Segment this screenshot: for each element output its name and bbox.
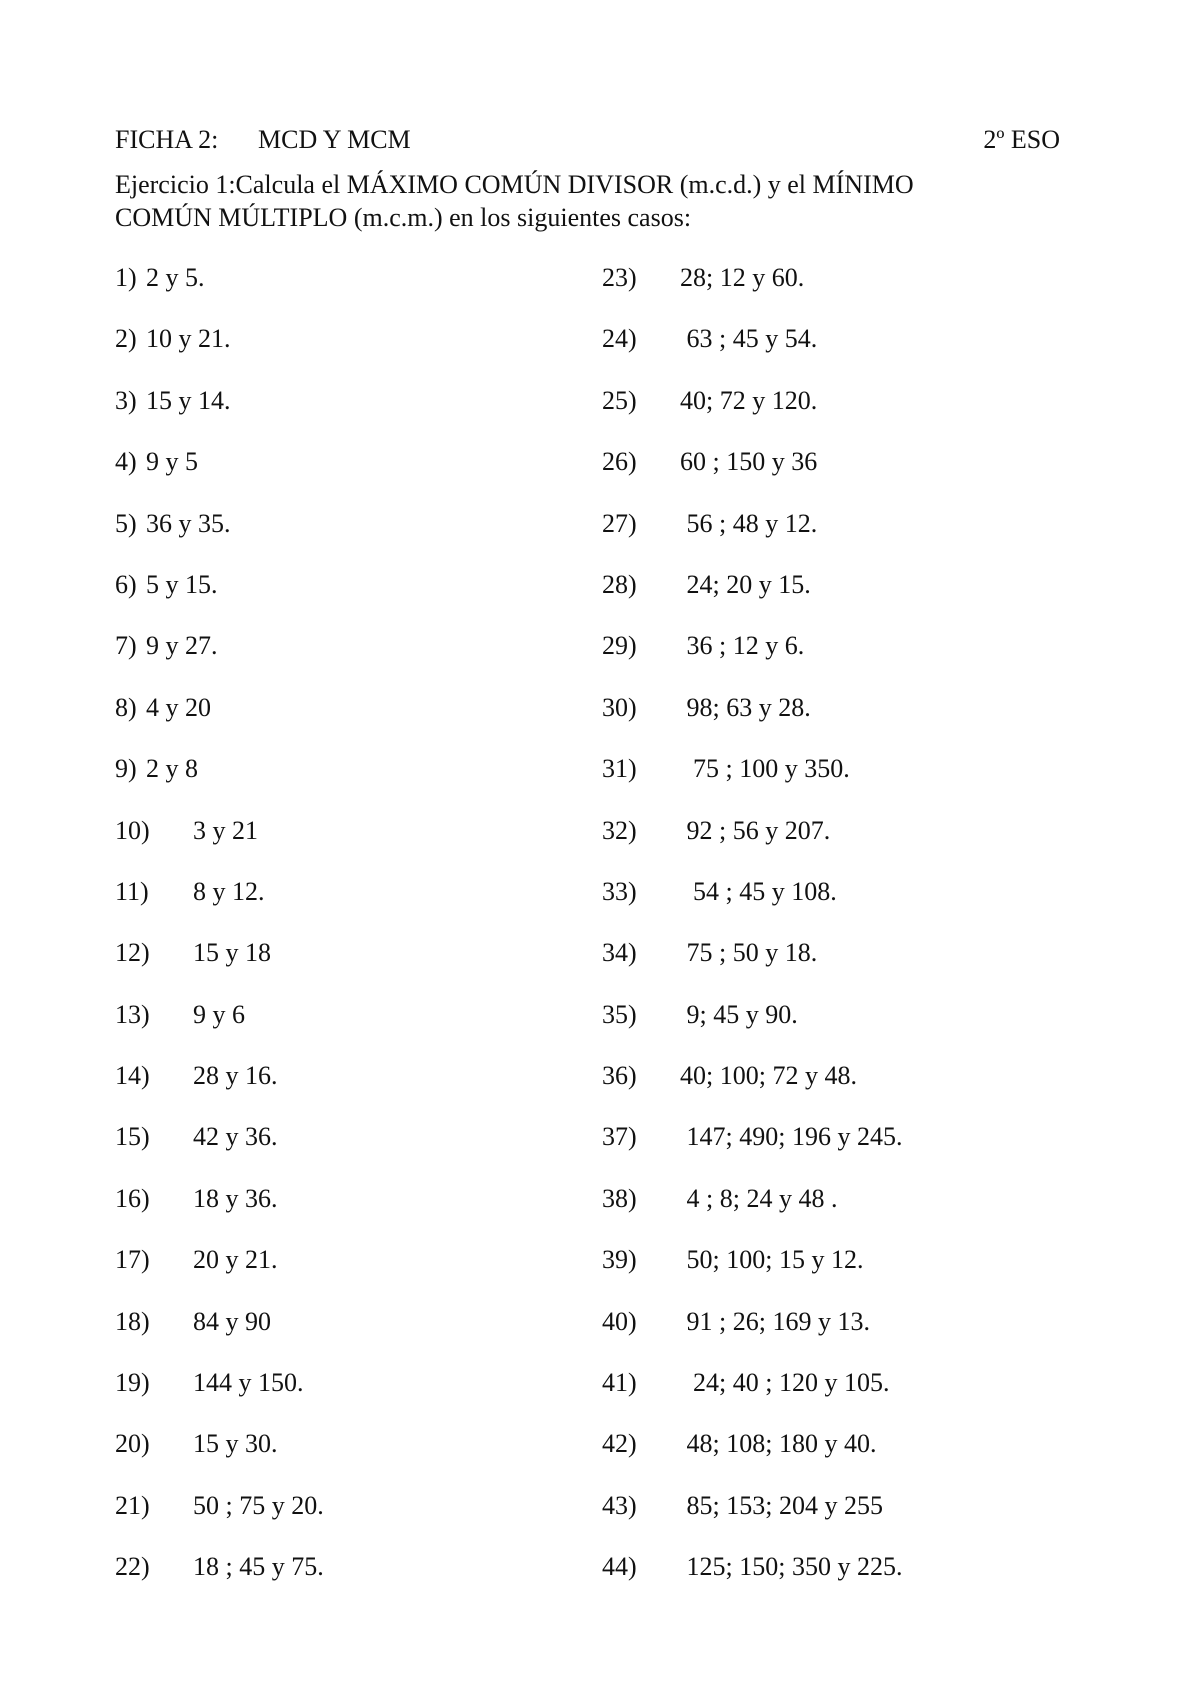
exercise-number: 10) — [115, 815, 150, 845]
exercise-item — [115, 1244, 595, 1305]
exercise-numbers: 144 y 150. — [193, 1368, 304, 1398]
exercise-item — [115, 1060, 595, 1121]
exercise-item — [602, 630, 1122, 691]
exercise-number: 22) — [115, 1552, 150, 1582]
exercise-list-left — [115, 262, 595, 1613]
exercise-number: 35) — [602, 999, 637, 1029]
exercise-item — [602, 1551, 1122, 1612]
exercise-number: 29) — [602, 631, 637, 661]
exercise-item — [115, 1367, 595, 1428]
exercise-number: 20) — [115, 1429, 150, 1459]
exercise-number: 8) — [115, 692, 137, 722]
exercise-number: 3) — [115, 385, 137, 415]
exercise-number: 36) — [602, 1061, 637, 1091]
exercise-item — [115, 508, 595, 569]
exercise-number: 33) — [602, 876, 637, 906]
exercise-numbers: 3 y 21 — [193, 815, 258, 845]
exercise-item — [602, 815, 1122, 876]
exercise-instructions — [115, 168, 1015, 234]
exercise-numbers: 147; 490; 196 y 245. — [680, 1122, 903, 1152]
exercise-number: 26) — [602, 447, 637, 477]
exercise-numbers: 85; 153; 204 y 255 — [680, 1490, 883, 1520]
exercise-item — [115, 385, 595, 446]
exercise-number: 40) — [602, 1306, 637, 1336]
exercise-item — [115, 446, 595, 507]
exercise-item — [602, 1121, 1122, 1182]
exercise-numbers: 125; 150; 350 y 225. — [680, 1552, 903, 1582]
exercise-numbers: 63 ; 45 y 54. — [680, 324, 818, 354]
exercise-item — [115, 1551, 595, 1612]
exercise-numbers: 9 y 27. — [146, 631, 218, 661]
exercise-item — [115, 937, 595, 998]
exercise-numbers: 10 y 21. — [146, 324, 231, 354]
exercise-numbers: 2 y 8 — [146, 754, 198, 784]
exercise-item — [115, 815, 595, 876]
exercise-item — [602, 876, 1122, 937]
exercise-item — [115, 1306, 595, 1367]
exercise-item — [115, 1121, 595, 1182]
exercise-item — [602, 323, 1122, 384]
exercise-number: 15) — [115, 1122, 150, 1152]
exercise-numbers: 48; 108; 180 y 40. — [680, 1429, 877, 1459]
exercise-number: 4) — [115, 447, 137, 477]
exercise-number: 19) — [115, 1368, 150, 1398]
exercise-list-right — [602, 262, 1122, 1613]
exercise-item — [115, 1183, 595, 1244]
exercise-numbers: 98; 63 y 28. — [680, 692, 811, 722]
exercise-item — [115, 262, 595, 323]
exercise-number: 9) — [115, 754, 137, 784]
exercise-number: 41) — [602, 1368, 637, 1398]
exercise-number: 12) — [115, 938, 150, 968]
exercise-numbers: 8 y 12. — [193, 876, 265, 906]
exercise-numbers: 54 ; 45 y 108. — [680, 876, 837, 906]
exercise-item — [115, 569, 595, 630]
exercise-item — [602, 1490, 1122, 1551]
exercise-numbers: 40; 100; 72 y 48. — [680, 1061, 857, 1091]
exercise-item — [602, 1183, 1122, 1244]
exercise-item — [115, 692, 595, 753]
exercise-number: 7) — [115, 631, 137, 661]
exercise-numbers: 40; 72 y 120. — [680, 385, 818, 415]
exercise-numbers: 28; 12 y 60. — [680, 263, 805, 292]
exercise-numbers: 15 y 14. — [146, 385, 231, 415]
exercise-item — [602, 385, 1122, 446]
exercise-number: 43) — [602, 1490, 637, 1520]
exercise-number: 18) — [115, 1306, 150, 1336]
exercise-numbers: 2 y 5. — [146, 263, 205, 292]
exercise-numbers: 24; 40 ; 120 y 105. — [680, 1368, 890, 1398]
exercise-numbers: 4 ; 8; 24 y 48 . — [680, 1183, 838, 1213]
exercise-number: 6) — [115, 569, 137, 599]
instructions-line-2: COMÚN MÚLTIPLO (m.c.m.) en los siguientes casos: — [115, 203, 692, 232]
exercise-numbers: 5 y 15. — [146, 569, 218, 599]
exercise-numbers: 36 y 35. — [146, 508, 231, 538]
exercise-numbers: 50 ; 75 y 20. — [193, 1490, 324, 1520]
exercise-item — [115, 630, 595, 691]
exercise-number: 38) — [602, 1183, 637, 1213]
exercise-number: 32) — [602, 815, 637, 845]
exercise-numbers: 84 y 90 — [193, 1306, 271, 1336]
exercise-item — [115, 323, 595, 384]
exercise-numbers: 91 ; 26; 169 y 13. — [680, 1306, 870, 1336]
exercise-numbers: 42 y 36. — [193, 1122, 278, 1152]
worksheet-topic: MCD Y MCM — [258, 125, 411, 154]
exercise-number: 39) — [602, 1245, 637, 1275]
exercise-number: 21) — [115, 1490, 150, 1520]
exercise-number: 27) — [602, 508, 637, 538]
exercise-numbers: 4 y 20 — [146, 692, 211, 722]
exercise-item — [602, 508, 1122, 569]
exercise-item — [602, 692, 1122, 753]
exercise-number: 30) — [602, 692, 637, 722]
exercise-item — [602, 999, 1122, 1060]
exercise-numbers: 18 y 36. — [193, 1183, 278, 1213]
exercise-number: 34) — [602, 938, 637, 968]
exercise-number: 42) — [602, 1429, 637, 1459]
exercise-numbers: 60 ; 150 y 36 — [680, 447, 818, 477]
exercise-item — [602, 1367, 1122, 1428]
exercise-numbers: 9 y 5 — [146, 447, 198, 477]
exercise-number: 44) — [602, 1552, 637, 1582]
exercise-number: 23) — [602, 263, 637, 292]
exercise-numbers: 24; 20 y 15. — [680, 569, 811, 599]
exercise-numbers: 36 ; 12 y 6. — [680, 631, 805, 661]
exercise-numbers: 50; 100; 15 y 12. — [680, 1245, 864, 1275]
exercise-item — [115, 1428, 595, 1489]
instructions-line-1: Ejercicio 1:Calcula el MÁXIMO COMÚN DIVISOR (m.c.d.) y el MÍNIMO — [115, 170, 914, 199]
exercise-item — [602, 262, 1122, 323]
exercise-numbers: 56 ; 48 y 12. — [680, 508, 818, 538]
exercise-number: 1) — [115, 263, 137, 292]
exercise-numbers: 15 y 30. — [193, 1429, 278, 1459]
exercise-item — [602, 1244, 1122, 1305]
exercise-number: 25) — [602, 385, 637, 415]
exercise-item — [115, 999, 595, 1060]
exercise-number: 31) — [602, 754, 637, 784]
exercise-number: 24) — [602, 324, 637, 354]
exercise-number: 28) — [602, 569, 637, 599]
exercise-numbers: 18 ; 45 y 75. — [193, 1552, 324, 1582]
worksheet-number: FICHA 2: — [115, 125, 219, 154]
exercise-number: 2) — [115, 324, 137, 354]
exercise-number: 16) — [115, 1183, 150, 1213]
exercise-number: 14) — [115, 1061, 150, 1091]
exercise-item — [602, 937, 1122, 998]
exercise-numbers: 9; 45 y 90. — [680, 999, 798, 1029]
grade-level: 2º ESO — [983, 125, 1060, 154]
exercise-item — [115, 1490, 595, 1551]
exercise-number: 13) — [115, 999, 150, 1029]
exercise-numbers: 75 ; 100 y 350. — [680, 754, 850, 784]
exercise-number: 37) — [602, 1122, 637, 1152]
exercise-numbers: 75 ; 50 y 18. — [680, 938, 818, 968]
exercise-item — [602, 1060, 1122, 1121]
exercise-item — [602, 1306, 1122, 1367]
exercise-item — [602, 1428, 1122, 1489]
exercise-item — [602, 569, 1122, 630]
exercise-number: 5) — [115, 508, 137, 538]
exercise-numbers: 9 y 6 — [193, 999, 245, 1029]
exercise-numbers: 20 y 21. — [193, 1245, 278, 1275]
exercise-item — [602, 753, 1122, 814]
exercise-number: 17) — [115, 1245, 150, 1275]
exercise-numbers: 28 y 16. — [193, 1061, 278, 1091]
exercise-numbers: 92 ; 56 y 207. — [680, 815, 831, 845]
exercise-number: 11) — [115, 876, 149, 906]
exercise-numbers: 15 y 18 — [193, 938, 271, 968]
exercise-item — [115, 753, 595, 814]
exercise-item — [602, 446, 1122, 507]
exercise-item — [115, 876, 595, 937]
